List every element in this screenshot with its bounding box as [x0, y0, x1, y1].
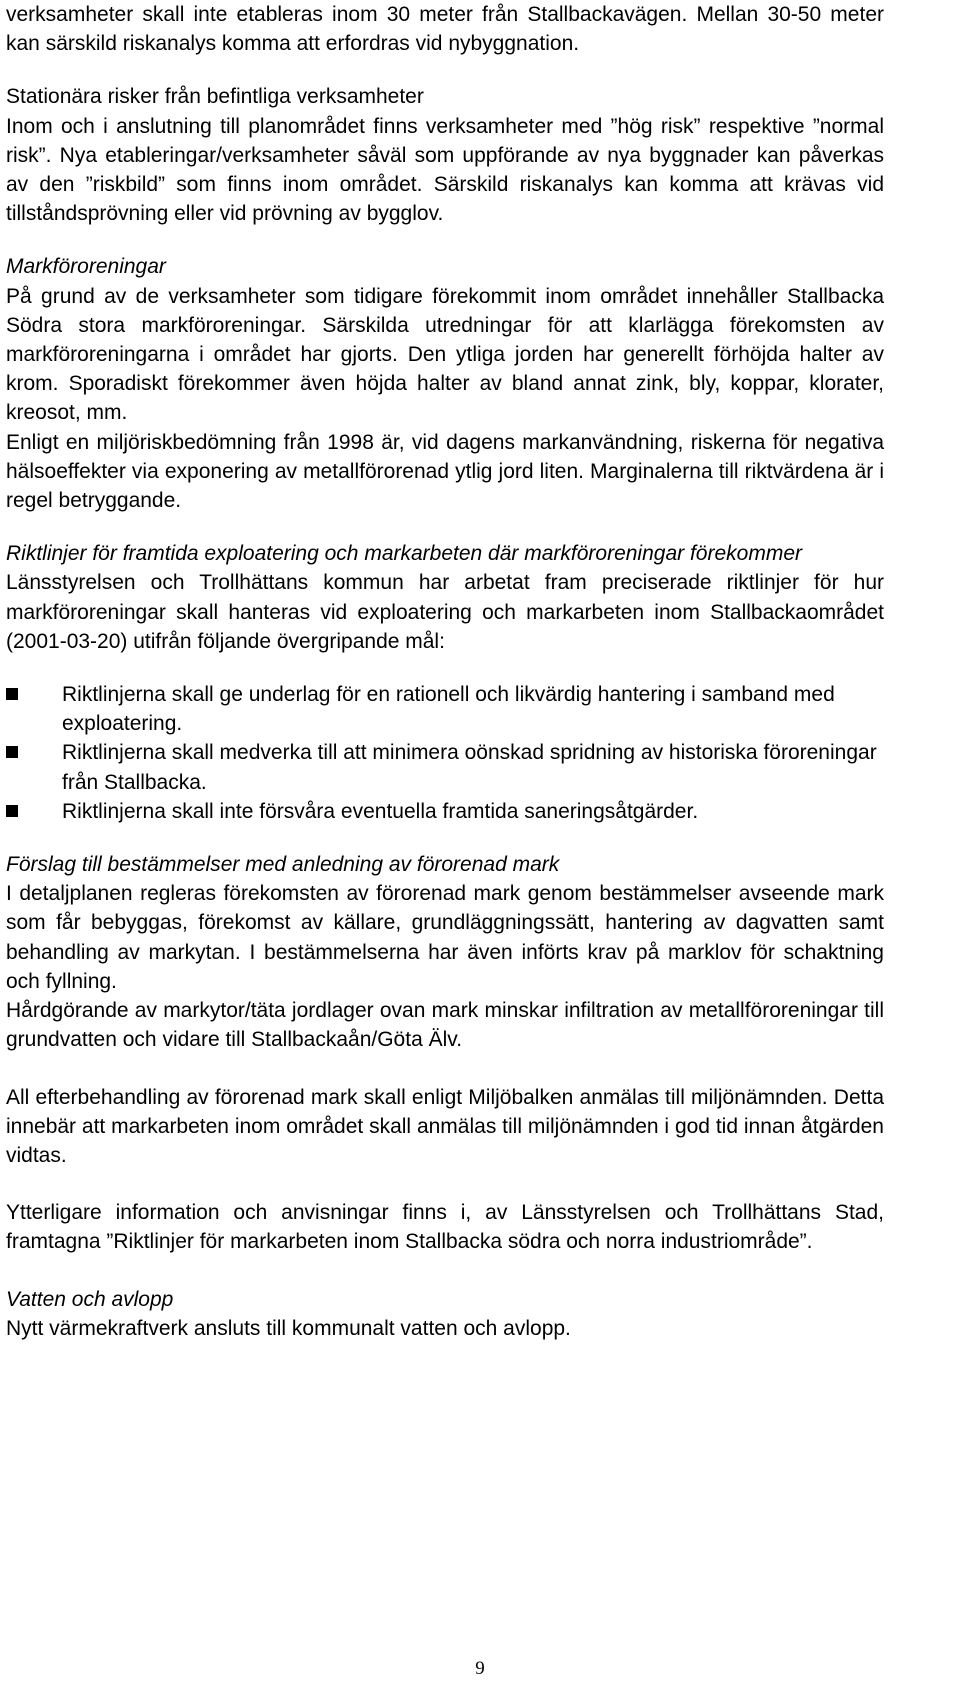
proposal-paragraph: I detaljplanen regleras förekomsten av förorenad mark genom bestämmelser avseende mark som får bebyggas, förekomst av källare, grundläggningssätt, hantering av dagvatten samt behandling av markytan. I bestämmelserna har även införts krav på marklov för schaktning och fyllning. — [6, 882, 884, 993]
list-item-text: Riktlinjerna skall medverka till att minimera oönskad spridning av historiska föroreningar från Stallbacka. — [62, 741, 877, 794]
guidelines-heading: Riktlinjer för framtida exploatering och markarbeten där markföroreningar förekommer — [6, 542, 802, 566]
spacer — [6, 1170, 884, 1198]
square-bullet-icon — [6, 746, 18, 758]
stationary-risks-heading: Stationära risker från befintliga verksamheter — [6, 85, 424, 109]
further-info-paragraph: Ytterligare information och anvisningar finns i, av Länsstyrelsen och Trollhättans Stad, framtagna ”Riktlinjer för markarbeten inom Stallbacka södra och norra industriområde”. — [6, 1201, 884, 1254]
intro-paragraph: verksamheter skall inte etableras inom 30 meter från Stallbackavägen. Mellan 30-50 meter kan särskild riskanalys komma att erfordras vid nybyggnation. — [6, 3, 884, 56]
list-item — [6, 680, 884, 738]
spacer — [6, 58, 884, 82]
spacer — [6, 656, 884, 680]
guidelines-bullet-list — [6, 680, 884, 826]
proposal-heading: Förslag till bestämmelser med anledning av förorenad mark — [6, 853, 560, 877]
list-item-text: Riktlinjerna skall inte försvåra eventuella framtida saneringsåtgärder. — [62, 799, 699, 823]
square-bullet-icon — [6, 805, 18, 817]
guidelines-paragraph: Länsstyrelsen och Trollhättans kommun har arbetat fram preciserade riktlinjer för hur markföroreningar skall hanteras vid exploatering och markarbeten inom Stallbackaområdet (2001-03-20) utifrån följande övergripande mål: — [6, 571, 884, 653]
spacer — [6, 228, 884, 252]
spacer — [6, 826, 884, 850]
spacer — [6, 1257, 884, 1285]
square-bullet-icon — [6, 688, 18, 700]
list-item — [6, 797, 884, 826]
hardening-paragraph: Hårdgörande av markytor/täta jordlager ovan mark minskar infiltration av metallföroreningar till grundvatten och vidare till Stallbackaån/Göta Älv. — [6, 999, 884, 1052]
spacer — [6, 1055, 884, 1083]
list-item — [6, 738, 884, 796]
list-item-text: Riktlinjerna skall ge underlag för en rationell och likvärdig hantering i samband med exploatering. — [62, 683, 835, 736]
risk-assessment-paragraph: Enligt en miljöriskbedömning från 1998 är, vid dagens markanvändning, riskerna för negativa hälsoeffekter via exponering av metallförorenad ytlig jord liten. Marginalerna till riktvärdena är i regel betryggande. — [6, 430, 884, 513]
page-number: 9 — [475, 1658, 485, 1679]
water-sewage-paragraph: Nytt värmekraftverk ansluts till kommunalt vatten och avlopp. — [6, 1316, 571, 1340]
soil-contamination-heading: Markföroreningar — [6, 255, 166, 279]
aftercare-paragraph: All efterbehandling av förorenad mark skall enligt Miljöbalken anmälas till miljönämnden. Detta innebär att markarbeten inom området skall anmälas till miljönämnden i god tid innan åtgärden vidtas. — [6, 1085, 884, 1167]
water-sewage-heading: Vatten och avlopp — [6, 1287, 174, 1311]
stationary-risks-paragraph: Inom och i anslutning till planområdet finns verksamheter med ”hög risk” respektive ”normal risk”. Nya etableringar/verksamheter såväl som uppförande av nya byggnader kan påverkas av den ”riskbild” som finns inom området. Särskild riskanalys kan komma att krävas vid tillståndsprövning eller vid prövning av bygglov. — [6, 114, 884, 226]
spacer — [6, 515, 884, 539]
soil-contamination-paragraph: På grund av de verksamheter som tidigare förekommit inom området innehåller Stallbacka Södra stora markföroreningar. Särskilda utredningar för att klarlägga förekomsten av markföroreningarna i området har gjorts. Den ytliga jorden har generellt förhöjda halter av krom. Sporadiskt förekommer även höjda halter av bland annat zink, bly, koppar, klorater, kreosot, mm. — [6, 284, 884, 425]
document-page — [6, 0, 884, 1343]
